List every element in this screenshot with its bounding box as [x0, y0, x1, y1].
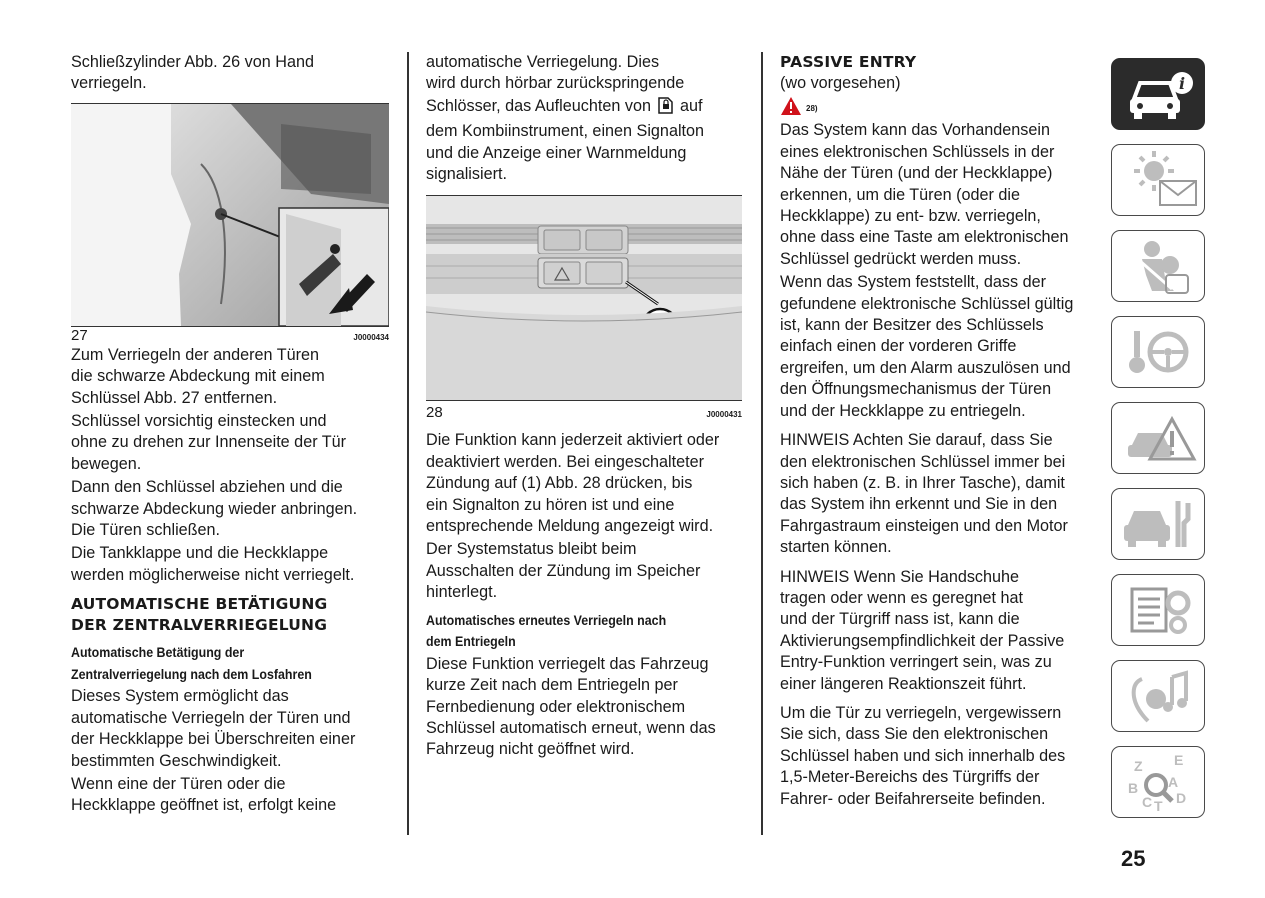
section-heading: AUTOMATISCHE BETÄTIGUNG DER ZENTRALVERRIEGELUNG — [71, 595, 328, 635]
subsection-heading: Automatisches erneutes Verriegeln nach dem Entriegeln — [426, 612, 667, 650]
door-lock-indicator-icon — [655, 95, 675, 121]
subsection-heading: Automatische Betätigung der Zentralverriegelung nach dem Losfahren — [71, 645, 312, 682]
paragraph: Schlüssel vorsichtig einstecken und ohne zu drehen zur Innenseite der Tür bewegen. — [71, 412, 347, 473]
paragraph: Wenn das System feststellt, dass der gefundene elektronische Schlüssel gültig ist, kann der Besitzer des Schlüssels einfach einen der vorderen Griffe ergreifen, um den Alarm auszulösen und den Öffnungsmechanismus der Türen und der Heckklappe zu entriegeln. — [780, 273, 1074, 420]
note-paragraph: HINWEIS Achten Sie darauf, dass Sie den elektronischen Schlüssel immer bei sich haben (z. B. in Ihrer Tasche), damit das System ihn erkennt und Sie in den Fahrgastraum einsteigen und den Motor starten können. — [780, 431, 1068, 557]
note-paragraph: HINWEIS Wenn Sie Handschuhe tragen oder wenn es geregnet hat und der Türgriff nass ist, kann die Aktivierungsempfindlichkeit der Passive Entry-Funktion verringert sein, was zu einer längeren Reaktionszeit führt. — [780, 567, 1065, 693]
tab-emergency[interactable] — [1111, 402, 1205, 474]
multimedia-icon — [1112, 718, 1204, 732]
index-letter: Z — [1134, 758, 1143, 774]
column-divider-right — [761, 52, 763, 835]
warning-triangle-icon — [780, 96, 802, 121]
index-letter: T — [1154, 798, 1163, 814]
svg-text:i: i — [1178, 74, 1186, 93]
paragraph: Der Systemstatus bleibt beim Ausschalten der Zündung im Speicher hinterlegt. — [426, 540, 701, 602]
figure-code: J0000431 — [706, 410, 742, 420]
index-letter: D — [1176, 790, 1187, 806]
index-letter: E — [1174, 752, 1184, 768]
paragraph: Das System kann das Vorhandensein eines elektronischen Schlüssels in der Nähe der Türen (und der Heckklappe) erkennen, um die Türen (oder die Heckklappe) zu ent- bzw. verriegeln, ohne dass eine Taste am elektronischen Schlüssel gedrückt werden muss. — [780, 121, 1069, 268]
safety-seatbelt-icon — [1112, 288, 1204, 302]
paragraph: Dieses System ermöglicht das automatische Verriegeln der Türen und der Heckklappe bei Überschreiten einer bestimmten Geschwindigkeit. — [71, 687, 356, 770]
page-number: 25 — [1121, 846, 1146, 871]
index-letter: B — [1128, 780, 1139, 796]
paragraph: Um die Tür zu verriegeln, vergewissern Sie sich, dass Sie den elektronischen Schlüssel haben und sich innerhalb des 1,5-Meter-Bereichs des Türgriffs der Fahrer- oder Beifahrerseite befinden. — [780, 703, 1066, 808]
paragraph: Diese Funktion verriegelt das Fahrzeug kurze Zeit nach dem Entriegeln per Fernbedienung oder elektronischem Schlüssel automatisch erneut, wenn das Fahrzeug nicht geöffnet wird. — [426, 654, 716, 759]
figure-28-caption — [426, 405, 742, 422]
figure-28 — [426, 195, 742, 401]
tab-starting-driving[interactable] — [1111, 316, 1205, 388]
index-letter: C — [1142, 794, 1153, 810]
paragraph: Die Funktion kann jederzeit aktiviert oder deaktiviert werden. Bei eingeschalteter Zündung auf (1) Abb. 28 drücken, bis ein Signalton zu hören ist und eine entsprechende Meldung angezeigt wird. — [426, 431, 720, 536]
figure-27 — [71, 103, 389, 327]
technical-data-icon — [1112, 632, 1204, 646]
car-maintenance-icon — [1112, 546, 1204, 560]
column-divider-left — [407, 52, 409, 835]
column-left — [71, 52, 389, 819]
col2-intro: automatische Verriegelung. Dies wird durch hörbar zurückspringende Schlösser, das Aufleuchten von auf dem Kombiinstrument, einen Signalton und die Anzeige einer Warnmeldung signalisiert. — [426, 53, 705, 184]
paragraph: Wenn eine der Türen oder die Heckklappe geöffnet ist, erfolgt keine — [71, 774, 337, 815]
dashboard-button-illustration — [426, 196, 742, 400]
tab-car-info[interactable] — [1111, 58, 1205, 130]
dashboard-lights-icon — [1112, 202, 1204, 216]
alphabetical-index-icon — [1112, 752, 1204, 818]
paragraph: Zum Verriegeln der anderen Türen die schwarze Abdeckung mit einem Schlüssel Abb. 27 entfernen. — [71, 345, 325, 407]
column-middle — [426, 52, 746, 763]
paragraph: Dann den Schlüssel abziehen und die schwarze Abdeckung wieder anbringen. Die Türen schließen. — [71, 478, 358, 540]
col1-intro: Schließzylinder Abb. 26 von Hand verriegeln. — [71, 53, 314, 93]
figure-number: 28 — [426, 404, 443, 422]
tab-dashboard-lights[interactable] — [1111, 144, 1205, 216]
tab-index[interactable] — [1111, 746, 1205, 818]
tab-maintenance[interactable] — [1111, 488, 1205, 560]
tab-multimedia[interactable] — [1111, 660, 1205, 732]
figure-27-caption — [71, 328, 389, 345]
paragraph: Die Tankklappe und die Heckklappe werden möglicherweise nicht verriegelt. — [71, 544, 355, 584]
steering-wheel-key-icon — [1112, 374, 1204, 388]
figure-number: 27 — [71, 326, 88, 344]
warning-reference — [780, 96, 1098, 120]
figure-code: J0000434 — [353, 332, 389, 342]
column-right — [780, 52, 1098, 812]
door-lock-illustration — [71, 104, 389, 326]
tab-technical-data[interactable] — [1111, 574, 1205, 646]
section-heading: PASSIVE ENTRY — [780, 53, 917, 71]
emergency-hazard-icon — [1112, 460, 1204, 474]
index-letter: A — [1168, 774, 1179, 790]
warning-ref-number: 28) — [806, 103, 818, 113]
car-info-icon — [1112, 74, 1204, 130]
tab-safety[interactable] — [1111, 230, 1205, 302]
section-subtitle: (wo vorgesehen) — [780, 74, 901, 92]
